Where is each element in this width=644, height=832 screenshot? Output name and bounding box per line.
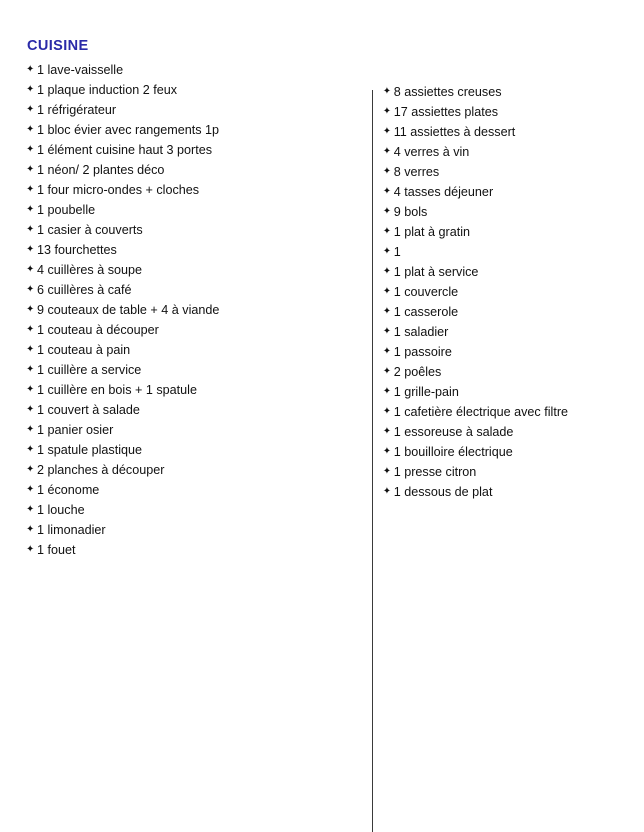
list-item [24, 200, 321, 220]
list-item [381, 342, 620, 362]
list-item-label: 1 limonadier [37, 523, 106, 537]
list-item-label: 1 cuillère en bois + 1 spatule [37, 383, 197, 397]
diamond-bullet-icon: ✦ [382, 346, 392, 357]
list-item [381, 242, 620, 262]
diamond-bullet-icon: ✦ [382, 426, 392, 437]
diamond-bullet-icon: ✦ [26, 104, 35, 115]
list-item [381, 122, 620, 142]
list-item-label: 1 cuillère a service [37, 363, 142, 377]
diamond-bullet-icon: ✦ [26, 424, 35, 435]
list-item-label: 13 fourchettes [37, 243, 117, 257]
diamond-bullet-icon: ✦ [382, 286, 392, 297]
list-item [24, 240, 321, 260]
list-item [381, 302, 620, 322]
list-item [24, 280, 321, 300]
list-item-label: 1 plat à gratin [393, 225, 471, 239]
list-item-label: 9 couteaux de table + 4 à viande [37, 303, 220, 317]
diamond-bullet-icon: ✦ [26, 284, 35, 295]
diamond-bullet-icon: ✦ [26, 364, 35, 375]
list-item [24, 180, 321, 200]
list-item [381, 222, 620, 242]
list-item-label: 1 lave-vaisselle [37, 63, 124, 77]
diamond-bullet-icon: ✦ [382, 166, 392, 177]
list-item [24, 100, 321, 120]
list-item [381, 382, 620, 402]
list-item [24, 480, 321, 500]
list-item-label: 1 cafetière électrique avec filtre [393, 405, 569, 419]
list-item [24, 320, 321, 340]
list-item-label: 17 assiettes plates [393, 105, 499, 119]
list-item [381, 282, 620, 302]
list-item [24, 80, 321, 100]
two-column-layout [24, 60, 620, 560]
right-column [331, 60, 620, 502]
list-item-label: 1 fouet [37, 543, 76, 557]
diamond-bullet-icon: ✦ [26, 484, 35, 495]
diamond-bullet-icon: ✦ [26, 464, 35, 475]
list-item-label: 1 couteau à découper [37, 323, 159, 337]
list-item-label: 8 verres [393, 165, 440, 179]
diamond-bullet-icon: ✦ [26, 384, 35, 395]
diamond-bullet-icon: ✦ [26, 184, 35, 195]
diamond-bullet-icon: ✦ [382, 106, 392, 117]
list-item [24, 120, 321, 140]
list-item-label: 1 essoreuse à salade [393, 425, 514, 439]
diamond-bullet-icon: ✦ [382, 246, 392, 257]
list-item [24, 440, 321, 460]
list-item [24, 400, 321, 420]
diamond-bullet-icon: ✦ [26, 224, 35, 235]
diamond-bullet-icon: ✦ [26, 344, 35, 355]
right-column-spacer [381, 60, 620, 82]
diamond-bullet-icon: ✦ [382, 266, 392, 277]
list-item-label: 1 couvercle [393, 285, 459, 299]
list-item-label: 1 dessous de plat [393, 485, 493, 499]
page-title: CUISINE [27, 38, 89, 54]
list-item-label: 1 grille-pain [393, 385, 459, 399]
list-item [24, 460, 321, 480]
list-item [24, 140, 321, 160]
list-item-label: 1 poubelle [37, 203, 96, 217]
list-item-label: 1 casserole [393, 305, 459, 319]
diamond-bullet-icon: ✦ [382, 366, 392, 377]
diamond-bullet-icon: ✦ [382, 466, 392, 477]
diamond-bullet-icon: ✦ [382, 126, 392, 137]
list-item [381, 202, 620, 222]
list-item [24, 160, 321, 180]
list-item-label: 9 bols [393, 205, 428, 219]
list-item-label: 1 élément cuisine haut 3 portes [37, 143, 213, 157]
diamond-bullet-icon: ✦ [26, 164, 35, 175]
list-item-label: 1 bloc évier avec rangements 1p [37, 123, 220, 137]
list-item-label: 1 panier osier [37, 423, 114, 437]
list-item [381, 182, 620, 202]
list-item-label: 1 saladier [393, 325, 449, 339]
list-item [24, 380, 321, 400]
diamond-bullet-icon: ✦ [26, 504, 35, 515]
list-item-label: 1 presse citron [393, 465, 477, 479]
diamond-bullet-icon: ✦ [382, 446, 392, 457]
diamond-bullet-icon: ✦ [26, 444, 35, 455]
diamond-bullet-icon: ✦ [26, 304, 35, 315]
list-item [381, 422, 620, 442]
list-item-label: 2 poêles [393, 365, 442, 379]
list-item-label: 8 assiettes creuses [393, 85, 502, 99]
list-item-label: 1 [393, 245, 401, 259]
diamond-bullet-icon: ✦ [382, 226, 392, 237]
kitchen-inventory-list-left [24, 60, 321, 560]
list-item-label: 1 plaque induction 2 feux [37, 83, 178, 97]
diamond-bullet-icon: ✦ [26, 204, 35, 215]
diamond-bullet-icon: ✦ [26, 544, 35, 555]
diamond-bullet-icon: ✦ [26, 244, 35, 255]
list-item [381, 102, 620, 122]
diamond-bullet-icon: ✦ [382, 486, 392, 497]
list-item [24, 360, 321, 380]
list-item-label: 1 couteau à pain [37, 343, 131, 357]
diamond-bullet-icon: ✦ [382, 146, 392, 157]
list-item-label: 1 bouilloire électrique [393, 445, 513, 459]
list-item [24, 60, 321, 80]
list-item [24, 220, 321, 240]
list-item [381, 82, 620, 102]
list-item [24, 500, 321, 520]
list-item-label: 1 néon/ 2 plantes déco [37, 163, 165, 177]
list-item [381, 322, 620, 342]
list-item [24, 540, 321, 560]
left-column [24, 60, 331, 560]
list-item [24, 300, 321, 320]
list-item-label: 1 louche [37, 503, 85, 517]
list-item [381, 462, 620, 482]
diamond-bullet-icon: ✦ [26, 404, 35, 415]
list-item-label: 1 plat à service [393, 265, 479, 279]
list-item [381, 442, 620, 462]
list-item-label: 1 casier à couverts [37, 223, 143, 237]
list-item [24, 420, 321, 440]
diamond-bullet-icon: ✦ [382, 186, 392, 197]
list-item [24, 260, 321, 280]
list-item [24, 340, 321, 360]
diamond-bullet-icon: ✦ [382, 326, 392, 337]
list-item [381, 362, 620, 382]
list-item-label: 1 four micro-ondes + cloches [37, 183, 200, 197]
list-item-label: 1 économe [37, 483, 100, 497]
kitchen-inventory-list-right [381, 82, 620, 502]
diamond-bullet-icon: ✦ [26, 324, 35, 335]
diamond-bullet-icon: ✦ [382, 306, 392, 317]
diamond-bullet-icon: ✦ [382, 206, 392, 217]
diamond-bullet-icon: ✦ [26, 144, 35, 155]
diamond-bullet-icon: ✦ [382, 406, 392, 417]
list-item-label: 2 planches à découper [37, 463, 165, 477]
list-item-label: 1 passoire [393, 345, 452, 359]
list-item [381, 482, 620, 502]
diamond-bullet-icon: ✦ [26, 124, 35, 135]
list-item-label: 4 cuillères à soupe [37, 263, 143, 277]
list-item-label: 1 réfrigérateur [37, 103, 117, 117]
diamond-bullet-icon: ✦ [382, 86, 392, 97]
list-item-label: 11 assiettes à dessert [393, 125, 516, 139]
list-item-label: 4 tasses déjeuner [393, 185, 494, 199]
list-item [381, 402, 620, 422]
column-divider [372, 90, 373, 832]
diamond-bullet-icon: ✦ [26, 64, 35, 75]
list-item-label: 1 spatule plastique [37, 443, 143, 457]
list-item [24, 520, 321, 540]
list-item [381, 162, 620, 182]
list-item [381, 142, 620, 162]
list-item-label: 1 couvert à salade [37, 403, 140, 417]
diamond-bullet-icon: ✦ [26, 84, 35, 95]
diamond-bullet-icon: ✦ [26, 264, 35, 275]
diamond-bullet-icon: ✦ [26, 524, 35, 535]
list-item [381, 262, 620, 282]
list-item-label: 4 verres à vin [393, 145, 470, 159]
diamond-bullet-icon: ✦ [382, 386, 392, 397]
list-item-label: 6 cuillères à café [37, 283, 132, 297]
